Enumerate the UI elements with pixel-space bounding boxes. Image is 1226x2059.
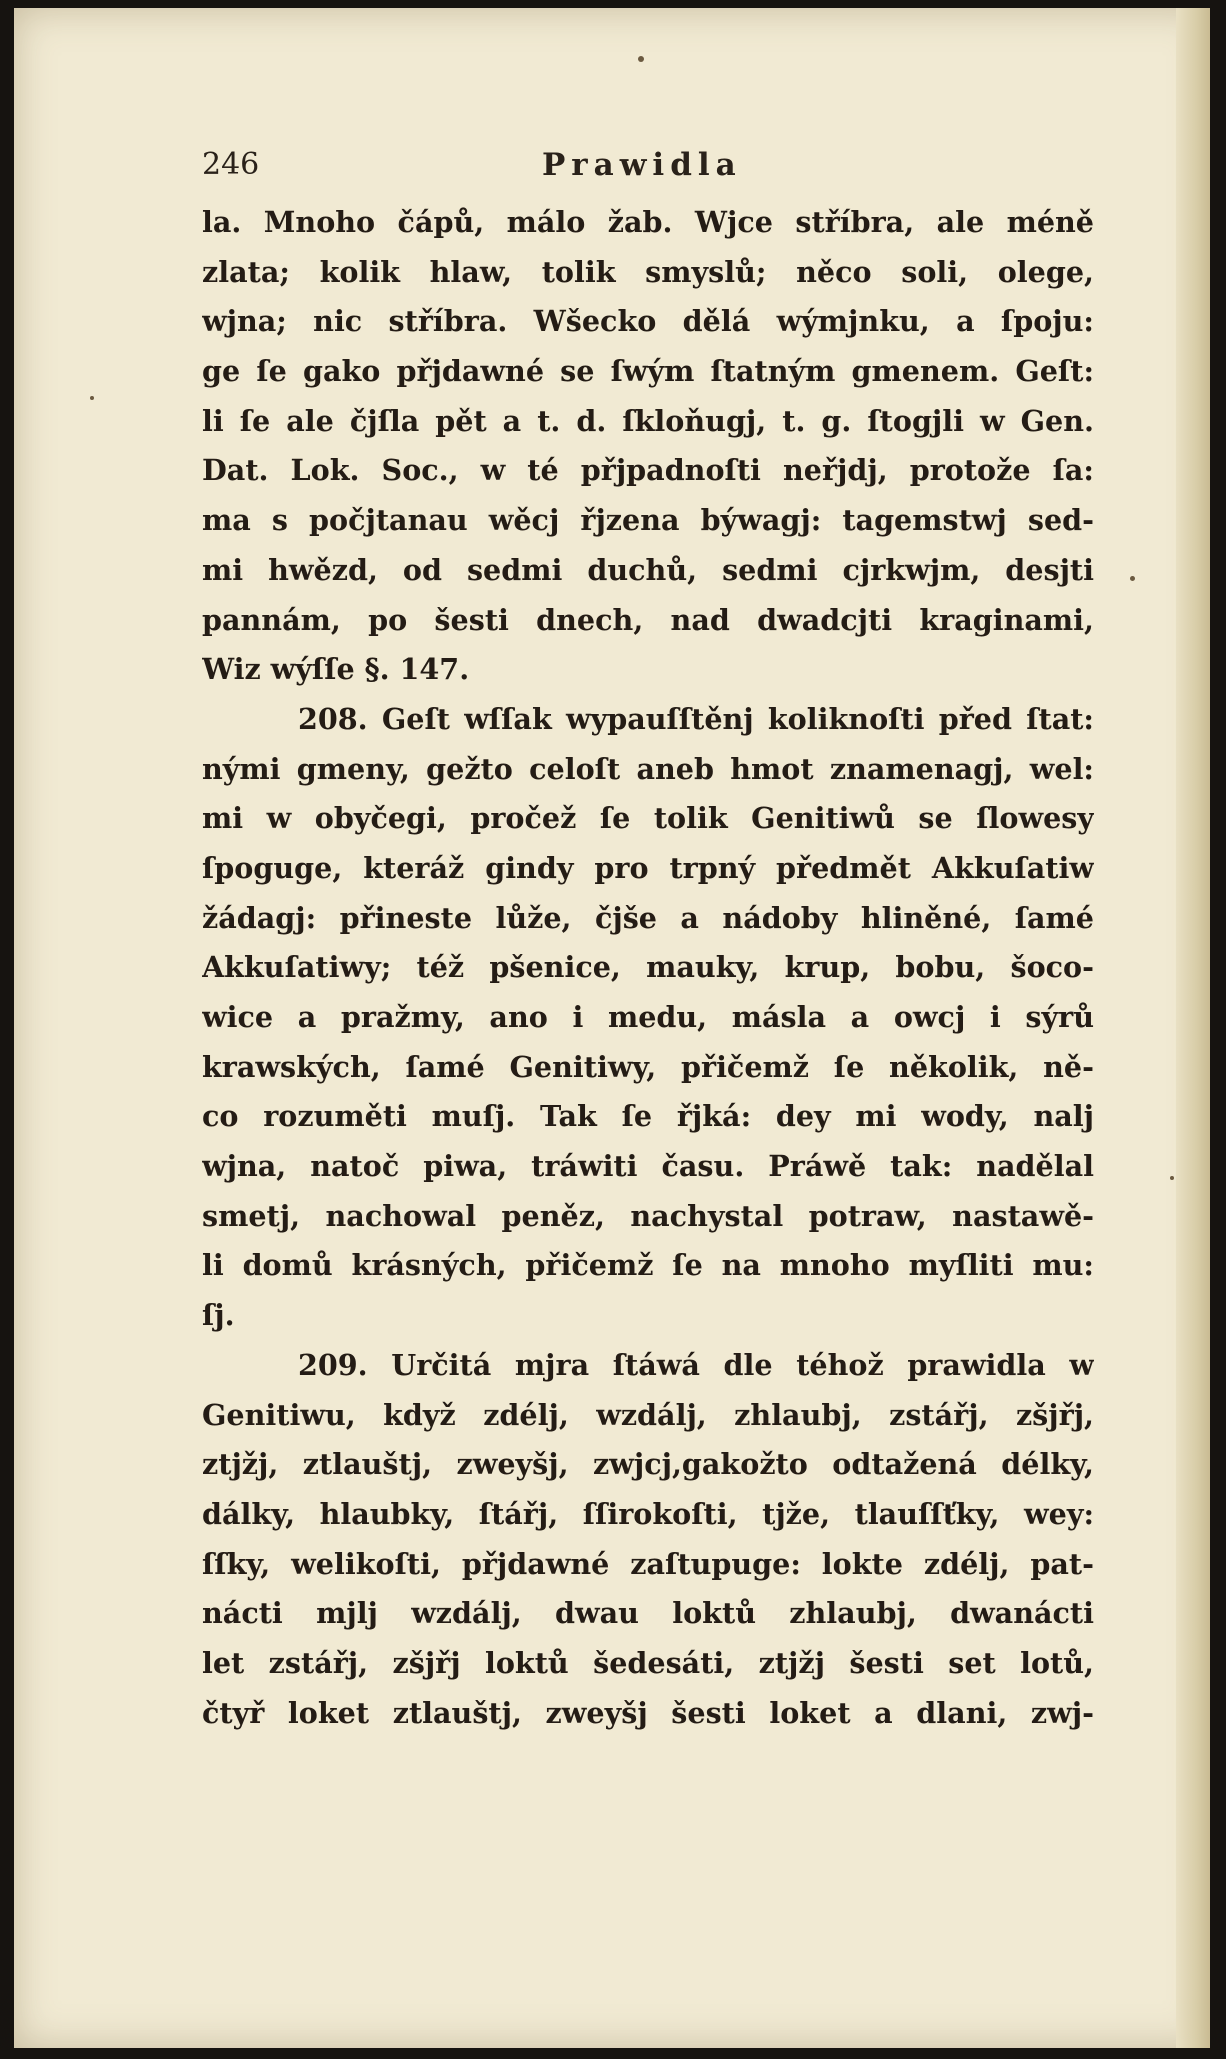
ink-speck [1130, 576, 1135, 581]
text-line: ſj. [202, 1298, 235, 1333]
text-line: Wiz wýſſe §. 147. [202, 652, 470, 687]
ink-speck [90, 396, 94, 400]
text-line: Akkuſatiwy; též pšenice, mauky, krup, bobu, šoco- [202, 950, 1094, 985]
text-line: ſpoguge, kteráž gindy pro trpný předmět Akkuſatiw [202, 850, 1094, 885]
text-line: co rozuměti muſj. Tak ſe řjká: dey mi wody, nalj [202, 1099, 1094, 1134]
text-line: Dat. Lok. Soc., w té přjpadnoſti neřjdj, protože ſa: [202, 453, 1094, 488]
text-line: ſſky, welikoſti, přjdawné zaſtupuge: lokte zdélj, pat- [202, 1546, 1094, 1581]
running-head: Prawidla [542, 147, 742, 183]
text-line: let zstářj, zšjřj loktů šedesáti, ztjžj šesti set lotů, [202, 1645, 1094, 1680]
paragraph-start-line: 208. Geſt wſſak wypauſſtěnj koliknoſti před ſtat: [298, 701, 1094, 736]
body-text [202, 198, 1094, 1738]
text-line: ztjžj, ztlauštj, zweyšj, zwjcj,gakožto odtažená délky, [202, 1447, 1094, 1482]
text-line: mi hwězd, od sedmi duchů, sedmi cjrkwjm, desjti [202, 552, 1094, 587]
page-number: 246 [202, 147, 260, 182]
ink-speck [1170, 1176, 1174, 1180]
text-line: ma s počjtanau wěcj řjzena býwagj: tagemstwj sed- [202, 503, 1094, 538]
text-line: wjna; nic stříbra. Wšecko dělá wýmjnku, a ſpoju: [202, 304, 1094, 339]
text-line: zlata; kolik hlaw, tolik smyslů; něco soli, olege, [202, 254, 1094, 289]
text-line: wjna, natoč piwa, tráwiti času. Práwě tak: nadělal [202, 1149, 1094, 1184]
text-line: Genitiwu, když zdélj, wzdálj, zhlaubj, zstářj, zšjřj, [202, 1397, 1094, 1432]
page-header [202, 142, 1142, 188]
text-line: li ſe ale čjſla pět a t. d. ſkloňugj, t. g. ſtogjli w Gen. [202, 403, 1094, 438]
text-line: nými gmeny, gežto celoſt aneb hmot znamenagj, wel: [202, 751, 1094, 786]
text-line: smetj, nachowal peněz, nachystal potraw, nastawě- [202, 1198, 1094, 1233]
paragraph-start-line: 209. Určitá mjra ſtáwá dle téhož prawidla w [298, 1347, 1094, 1382]
text-line: čtyř loket ztlauštj, zweyšj šesti loket a dlani, zwj- [202, 1695, 1094, 1730]
text-line: ge ſe gako přjdawné se ſwým ſtatným gmenem. Geſt: [202, 354, 1094, 389]
text-line: nácti mjlj wzdálj, dwau loktů zhlaubj, dwanácti [202, 1596, 1094, 1631]
text-line: la. Mnoho čápů, málo žab. Wjce stříbra, ale méně [202, 205, 1094, 239]
text-line: žádagj: přineste lůže, čjše a nádoby hliněné, ſamé [202, 900, 1094, 935]
page-binding-edge [1176, 8, 1210, 2048]
ink-speck [638, 56, 644, 62]
text-line: li domů krásných, přičemž ſe na mnoho myſliti mu: [202, 1248, 1094, 1283]
text-line: mi w obyčegi, pročež ſe tolik Genitiwů se ſlowesy [202, 801, 1094, 836]
text-line: wice a pražmy, ano i medu, másla a owcj i sýrů [202, 1000, 1094, 1034]
text-line: krawských, ſamé Genitiwy, přičemž ſe několik, ně- [202, 1049, 1094, 1084]
text-line: pannám, po šesti dnech, nad dwadcjti kraginami, [202, 602, 1094, 637]
text-line: dálky, hlaubky, ſtářj, ſſirokoſti, tjže, tlauſſťky, wey: [202, 1496, 1094, 1531]
